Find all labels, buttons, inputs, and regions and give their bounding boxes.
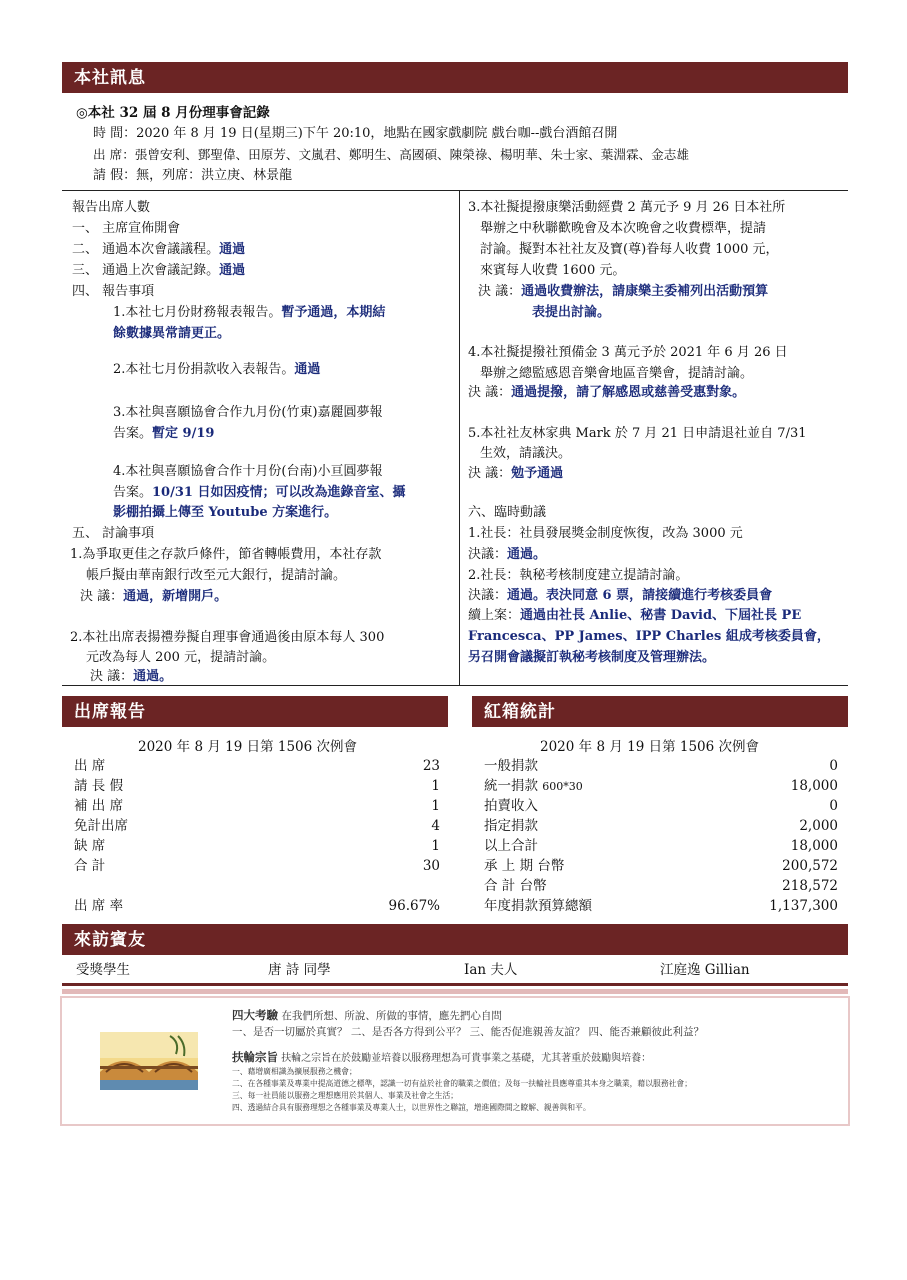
resolution: 通過 xyxy=(294,362,321,377)
row-value: 30 xyxy=(422,858,440,874)
report-item: 3.本社與喜願協會合作九月份(竹東)嘉麗圓夢報 xyxy=(113,405,383,420)
right-item: 舉辦之總監感恩音樂會地區音樂會，提請討論。 xyxy=(480,366,754,381)
resolution-label: 決 議： xyxy=(478,284,522,299)
item-text: 2.本社七月份捐款收入表報告。 xyxy=(113,362,295,377)
left-item: 一、 主席宣佈開會 xyxy=(72,221,181,236)
right-item xyxy=(478,282,768,301)
four-way-test-questions: 一、是否一切屬於真實？ 二、是否各方得到公平？ 三、能否促進親善友誼？ 四、能否兼顧彼此利益？ xyxy=(232,1026,705,1038)
right-item: 來賓每人收費 1600 元。 xyxy=(480,263,626,278)
donation-row xyxy=(484,816,838,836)
section-bar-club-news xyxy=(62,62,848,93)
right-item: 六、臨時動議 xyxy=(468,505,547,520)
purpose-item: 三、每一社員能以服務之理想應用於其個人、事業及社會之生活； xyxy=(232,1091,459,1100)
row-label: 補 出 席 xyxy=(74,798,124,814)
row-value: 18,000 xyxy=(790,838,838,854)
resolution: 暫予通過，本期結 xyxy=(281,305,386,320)
discussion-item: 帳戶擬由華南銀行改至元大銀行，提請討論。 xyxy=(86,568,347,583)
meeting-title: ◎本社 32 屆 8 月份理事會記錄 xyxy=(76,105,270,121)
row-value: 200,572 xyxy=(782,858,838,874)
resolution: 通過由社長 Anlie、秘書 David、下屆社長 PE xyxy=(520,608,802,623)
visitor-entry: 江庭逸 Gillian xyxy=(660,962,750,978)
report-item xyxy=(113,424,214,443)
minutes-top-rule xyxy=(62,190,848,191)
row-label xyxy=(484,776,583,797)
resolution: 通過 xyxy=(219,263,246,278)
row-label: 合 計 台幣 xyxy=(484,878,547,894)
item-text: 三、 通過上次會議記錄。 xyxy=(72,263,220,278)
item-text: 1.本社七月份財務報表報告。 xyxy=(113,305,282,320)
resolution: 表提出討論。 xyxy=(532,305,611,320)
row-value: 1 xyxy=(431,838,440,854)
meeting-absent: 請 假：無，列席：洪立庚、林景龍 xyxy=(93,168,293,183)
visitor-entry: 受獎學生 xyxy=(76,962,130,978)
right-item: 生效，請議決。 xyxy=(480,446,572,461)
resolution-label: 決 議： xyxy=(468,385,512,400)
divider-rule xyxy=(62,983,848,986)
resolution: 通過收費辦法，請康樂主委補列出活動預算 xyxy=(521,284,769,299)
resolution: 勉予通過 xyxy=(511,466,564,481)
donation-row xyxy=(484,796,838,816)
discussion-item: 1.為爭取更佳之存款戶條件，節省轉帳費用，本社存款 xyxy=(70,547,382,562)
row-label: 合 計 xyxy=(74,858,106,874)
report-item xyxy=(113,303,385,322)
minutes-bottom-rule xyxy=(62,685,848,686)
right-item xyxy=(468,383,745,402)
left-item xyxy=(72,240,245,259)
resolution: 影棚拍攝上傳至 Youtube 方案進行。 xyxy=(113,505,338,520)
right-item: 2.社長：執秘考核制度建立提請討論。 xyxy=(468,568,689,583)
discussion-item: 2.本社出席表揚禮券擬自理事會通過後由原本每人 300 xyxy=(70,630,385,645)
resolution: 通過，新增開戶。 xyxy=(123,589,228,604)
four-way-test xyxy=(232,1007,502,1023)
resolution: 通過。 xyxy=(133,669,173,684)
section-bar-red-box xyxy=(472,696,848,727)
resolution: 通過。 xyxy=(507,547,547,562)
attendance-row xyxy=(74,796,440,816)
section-title: 紅箱統計 xyxy=(484,702,556,722)
attendance-header: 2020 年 8 月 19 日第 1506 次例會 xyxy=(138,739,358,755)
attendance-row xyxy=(74,756,440,776)
right-item xyxy=(468,545,546,564)
section-bar-attendance xyxy=(62,696,448,727)
left-item: 五、 討論事項 xyxy=(72,526,155,541)
donation-row xyxy=(484,756,838,776)
right-item: 1.社長：社員發展獎金制度恢復，改為 3000 元 xyxy=(468,526,743,541)
left-item xyxy=(72,261,245,280)
purpose-item: 四、透過結合具有服務理想之各種事業及專業人士，以世界性之聯誼，增進國際間之瞭解、親善與和平。 xyxy=(232,1103,591,1112)
row-value: 1,137,300 xyxy=(769,898,838,914)
row-label: 以上合計 xyxy=(484,838,538,854)
resolution-label: 決議： xyxy=(468,588,508,603)
row-value: 1 xyxy=(431,778,440,794)
rotary-motto-panel xyxy=(60,996,850,1126)
purpose-item: 一、藉增廣相識為擴展服務之機會； xyxy=(232,1067,357,1076)
item-text: 二、 通過本次會議議程。 xyxy=(72,242,220,257)
section-title: 出席報告 xyxy=(74,702,146,722)
donation-row xyxy=(484,876,838,896)
bridge-illustration xyxy=(100,1032,198,1090)
four-way-test-title: 四大考驗 xyxy=(232,1008,278,1022)
row-label-text: 統一捐款 xyxy=(484,778,538,794)
donation-header: 2020 年 8 月 19 日第 1506 次例會 xyxy=(540,739,760,755)
donation-row xyxy=(484,856,838,876)
section-title: 來訪賓友 xyxy=(74,930,146,950)
row-label: 年度捐款預算總額 xyxy=(484,898,592,914)
donation-row xyxy=(484,836,838,856)
report-item: 4.本社與喜願協會合作十月份(台南)小亘圓夢報 xyxy=(113,464,383,479)
row-value: 218,572 xyxy=(782,878,838,894)
resolution: 通過。表決同意 6 票，請接續進行考核委員會 xyxy=(507,588,773,603)
row-value: 0 xyxy=(829,798,838,814)
right-item: 5.本社社友林家典 Mark 於 7 月 21 日申請退社並自 7/31 xyxy=(468,426,807,441)
visitor-entry: 唐 詩 同學 xyxy=(268,962,331,978)
resolution-label: 決議： xyxy=(468,547,508,562)
right-item xyxy=(468,606,801,625)
row-value: 4 xyxy=(431,818,440,834)
right-item: 舉辦之中秋聯歡晚會及本次晚會之收費標準，提請 xyxy=(480,221,767,236)
attendance-row xyxy=(74,836,440,856)
right-item xyxy=(468,464,563,483)
row-label: 出 席 xyxy=(74,758,106,774)
attendance-row xyxy=(74,816,440,836)
rotary-purpose-intro: 扶輪之宗旨在於鼓勵並培養以服務理想為可貴事業之基礎，尤其著重於鼓勵與培養： xyxy=(281,1053,652,1064)
discussion-item xyxy=(80,587,227,606)
row-value: 1 xyxy=(431,798,440,814)
right-item: 3.本社擬提撥康樂活動經費 2 萬元予 9 月 26 日本社所 xyxy=(468,200,786,215)
resolution: 餘數據異常請更正。 xyxy=(113,326,231,341)
row-value: 0 xyxy=(829,758,838,774)
left-item: 報告出席人數 xyxy=(72,200,151,215)
row-label: 拍賣收入 xyxy=(484,798,538,814)
attendance-rate-row xyxy=(74,896,440,916)
row-value: 23 xyxy=(422,758,440,774)
row-label: 指定捐款 xyxy=(484,818,538,834)
minutes-divider xyxy=(459,190,460,685)
row-value: 96.67% xyxy=(388,898,440,914)
resolution: 10/31 日如因疫情；可以改為進錄音室、攝 xyxy=(152,485,406,500)
resolution: 暫定 9/19 xyxy=(152,426,215,441)
row-value: 2,000 xyxy=(799,818,838,834)
divider-rule xyxy=(62,989,848,994)
meeting-time: 時 間：2020 年 8 月 19 日(星期三)下午 20:10，地點在國家戲劇院 戲台咖--戲台酒館召開 xyxy=(93,126,618,141)
row-note: 600*30 xyxy=(542,780,583,793)
resolution-label: 決 議： xyxy=(468,466,512,481)
resolution: 通過 xyxy=(219,242,246,257)
attendance-row xyxy=(74,856,440,876)
section-bar-visitors xyxy=(62,924,848,955)
row-label: 請 長 假 xyxy=(74,778,124,794)
item-text: 告案。 xyxy=(113,485,153,500)
section-title: 本社訊息 xyxy=(74,68,146,88)
right-item xyxy=(468,586,772,605)
four-way-test-intro: 在我們所想、所說、所做的事情，應先捫心自問 xyxy=(281,1010,502,1022)
donation-row xyxy=(484,896,838,916)
resolution: 另召開會議擬訂執秘考核制度及管理辦法。 xyxy=(468,650,716,665)
left-item: 四、 報告事項 xyxy=(72,284,155,299)
report-item xyxy=(113,360,320,379)
purpose-item: 二、在各種事業及專業中提高道德之標準，認識一切有益於社會的職業之價值；及每一扶輪社員應尊重其本身之職業，藉以服務社會； xyxy=(232,1079,693,1088)
resolution-label: 決 議： xyxy=(90,669,134,684)
discussion-item: 元改為每人 200 元，提請討論。 xyxy=(86,650,276,665)
row-value: 18,000 xyxy=(790,778,838,794)
item-text: 告案。 xyxy=(113,426,153,441)
row-label: 出 席 率 xyxy=(74,898,124,914)
rotary-purpose xyxy=(232,1049,651,1065)
row-label: 免計出席 xyxy=(74,818,128,834)
row-label: 承 上 期 台幣 xyxy=(484,858,565,874)
row-label: 缺 席 xyxy=(74,838,106,854)
resolution-label: 續上案： xyxy=(468,608,521,623)
resolution-label: 決 議： xyxy=(80,589,124,604)
donation-row xyxy=(484,776,838,796)
resolution: 通過提撥，請了解感恩或慈善受惠對象。 xyxy=(511,385,746,400)
discussion-item xyxy=(90,667,172,686)
visitor-entry: Ian 夫人 xyxy=(464,962,518,978)
meeting-present: 出 席：張曾安利、鄧聖偉、田原芳、文嵐君、鄭明生、高國碩、陳榮祿、楊明華、朱士家、葉淵霖、金志雄 xyxy=(93,147,689,162)
rotary-purpose-title: 扶輪宗旨 xyxy=(232,1050,278,1064)
right-item: 討論。擬對本社社友及寶(尊)眷每人收費 1000 元， xyxy=(480,242,779,257)
row-label: 一般捐款 xyxy=(484,758,538,774)
report-item xyxy=(113,483,405,502)
resolution: Francesca、PP James、IPP Charles 組成考核委員會， xyxy=(468,629,830,644)
right-item: 4.本社擬提撥社預備金 3 萬元予於 2021 年 6 月 26 日 xyxy=(468,345,788,360)
attendance-row xyxy=(74,776,440,796)
